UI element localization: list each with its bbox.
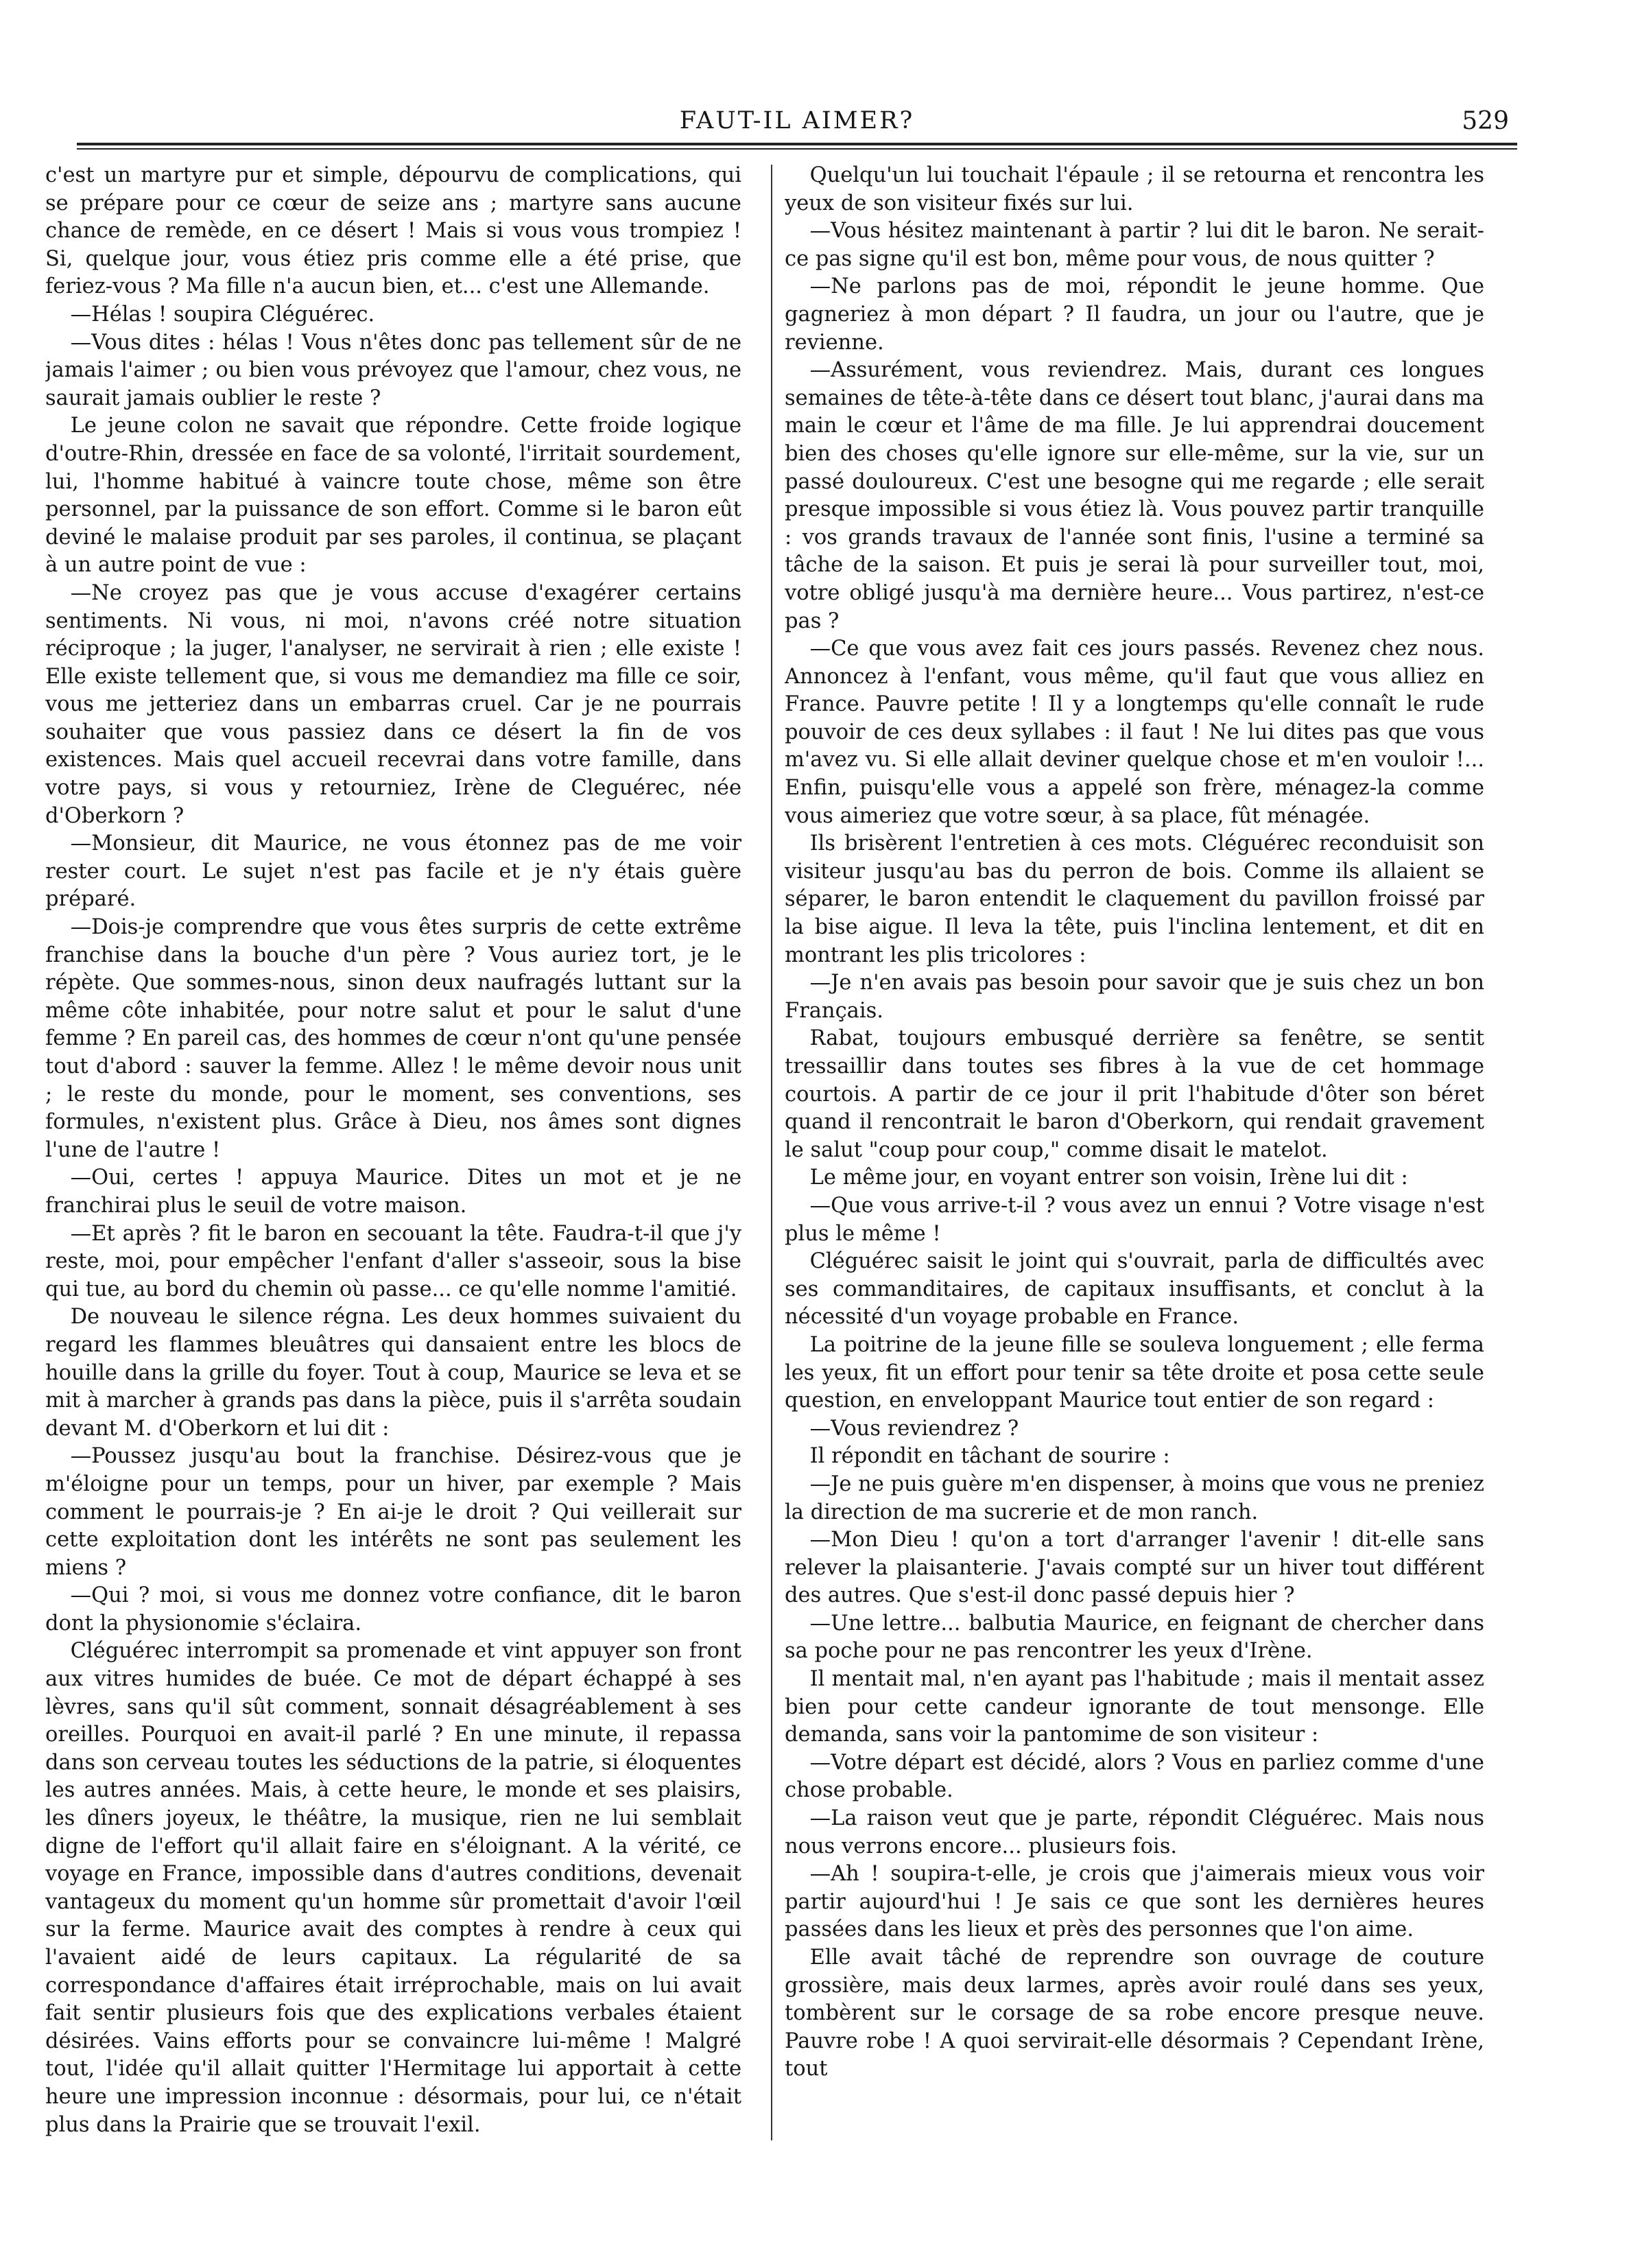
paragraph: —Ah ! soupira-t-elle, je crois que j'aimerais mieux vous voir partir aujourd'hui ! Je sais ce que sont les dernières heures passées dans les lieux et près des personnes que l'on aime. bbox=[785, 1862, 1484, 1942]
paragraph: —Mon Dieu ! qu'on a tort d'arranger l'avenir ! dit-elle sans relever la plaisanterie. J'avais compté sur un hiver tout différent des autres. Que s'est-il donc passé depuis hier ? bbox=[785, 1528, 1484, 1608]
paragraph: Quelqu'un lui touchait l'épaule ; il se retourna et rencontra les yeux de son visiteur fixés sur lui. bbox=[785, 163, 1484, 215]
header-rule-thin bbox=[77, 148, 1517, 150]
paragraph: —Je n'en avais pas besoin pour savoir que je suis chez un bon Français. bbox=[785, 971, 1484, 1023]
paragraph: —Une lettre... balbutia Maurice, en feignant de chercher dans sa poche pour ne pas rencontrer les yeux d'Irène. bbox=[785, 1611, 1484, 1664]
paragraph: Ils brisèrent l'entretien à ces mots. Cléguérec reconduisit son visiteur jusqu'au bas du perron de bois. Comme ils allaient se séparer, le baron entendit le claquement du pavillon froissé par la bise aigue. Il leva la tête, puis l'inclina lentement, et dit en montrant les plis tricolores : bbox=[785, 831, 1484, 967]
paragraph: —Dois-je comprendre que vous êtes surpris de cette extrême franchise dans la bouche d'un père ? Vous auriez tort, je le répète. Que sommes-nous, sinon deux naufragés luttant sur la même côte inhabitée, pour notre salut et pour le salut d'une femme ? En pareil cas, des hommes de cœur n'ont qu'une pensée tout d'abord : sauver la femme. Allez ! le même devoir nous unit ; le reste du monde, pour le moment, ses conventions, ses formules, n'existent plus. Grâce à Dieu, nos âmes sont dignes l'une de l'autre ! bbox=[45, 915, 741, 1162]
paragraph: De nouveau le silence régna. Les deux hommes suivaient du regard les flammes bleuâtres qui dansaient entre les blocs de houille dans la grille du foyer. Tout à coup, Maurice se leva et se mit à marcher à grands pas dans la pièce, puis il s'arrêta soudain devant M. d'Oberkorn et lui dit : bbox=[45, 1305, 741, 1441]
paragraph: —La raison veut que je parte, répondit Cléguérec. Mais nous nous verrons encore... plusieurs fois. bbox=[785, 1806, 1484, 1858]
page-number: 529 bbox=[1462, 107, 1509, 135]
paragraph: Rabat, toujours embusqué derrière sa fenêtre, se sentit tressaillir dans toutes ses fibres à la vue de cet hommage courtois. A partir de ce jour il prit l'habitude d'ôter son béret quand il rencontrait le baron d'Oberkorn, qui rendait gravement le salut "coup pour coup," comme disait le matelot. bbox=[785, 1026, 1484, 1162]
paragraph: Il mentait mal, n'en ayant pas l'habitude ; mais il mentait assez bien pour cette candeur ignorante de tout mensonge. Elle demanda, sans voir la pantomime de son visiteur : bbox=[785, 1667, 1484, 1747]
paragraph: —Je ne puis guère m'en dispenser, à moins que vous ne preniez la direction de ma sucrerie et de mon ranch. bbox=[785, 1472, 1484, 1524]
paragraph: —Et après ? fit le baron en secouant la tête. Faudra-t-il que j'y reste, moi, pour empêcher l'enfant d'aller s'asseoir, sous la bise qui tue, au bord du chemin où passe... ce qu'elle nomme l'amitié. bbox=[45, 1221, 741, 1301]
paragraph: —Que vous arrive-t-il ? vous avez un ennui ? Votre visage n'est plus le même ! bbox=[785, 1193, 1484, 1246]
paragraph: Le jeune colon ne savait que répondre. Cette froide logique d'outre-Rhin, dressée en face de sa volonté, l'irritait sourdement, lui, l'homme habitué à vaincre toute chose, même son être personnel, par la puissance de son effort. Comme si le baron eût deviné le malaise produit par ses paroles, il continua, se plaçant à un autre point de vue : bbox=[45, 414, 741, 578]
paragraph: Le même jour, en voyant entrer son voisin, Irène lui dit : bbox=[809, 1166, 1408, 1190]
paragraph: —Ce que vous avez fait ces jours passés. Revenez chez nous. Annoncez à l'enfant, vous même, qu'il faut que vous alliez en France. Pauvre petite ! Il y a longtemps qu'elle connaît le rude pouvoir de ces deux syllabes : il faut ! Ne lui dites pas que vous m'avez vu. Si elle allait deviner quelque chose et m'en vouloir !... Enfin, puisqu'elle vous a appelé son frère, ménagez-la comme vous aimeriez que votre sœur, à sa place, fût ménagée. bbox=[785, 637, 1484, 828]
paragraph: —Qui ? moi, si vous me donnez votre confiance, dit le baron dont la physionomie s'éclaira. bbox=[45, 1583, 741, 1635]
column-separator bbox=[771, 165, 772, 2140]
right-column bbox=[785, 162, 1484, 2199]
paragraph: —Assurément, vous reviendrez. Mais, durant ces longues semaines de tête-à-tête dans ce désert tout blanc, j'aurai dans ma main le cœur et l'âme de ma fille. Je lui apprendrai doucement bien des choses qu'elle ignore sur elle-même, sur la vie, sur un passé douloureux. C'est une besogne qui me regarde ; elle serait presque impossible si vous étiez là. Vous pouvez partir tranquille : vos grands travaux de l'année sont finis, l'usine a terminé sa tâche de la saison. Et puis je serai là pour surveiller tout, moi, votre obligé jusqu'à ma dernière heure... Vous partirez, n'est-ce pas ? bbox=[785, 358, 1484, 633]
paragraph: —Oui, certes ! appuya Maurice. Dites un mot et je ne franchirai plus le seuil de votre maison. bbox=[45, 1166, 741, 1218]
running-title: FAUT-IL AIMER? bbox=[679, 107, 915, 134]
paragraph: —Ne parlons pas de moi, répondit le jeune homme. Que gagneriez à mon départ ? Il faudra, un jour ou l'autre, que je revienne. bbox=[785, 274, 1484, 355]
paragraph: Cléguérec saisit le joint qui s'ouvrait, parla de difficultés avec ses commanditaires, de capitaux insuffisants, et conclut à la nécessité d'un voyage probable en France. bbox=[785, 1249, 1484, 1330]
paragraph: —Monsieur, dit Maurice, ne vous étonnez pas de me voir rester court. Le sujet n'est pas facile et je n'y étais guère préparé. bbox=[45, 831, 741, 912]
running-header bbox=[77, 103, 1517, 141]
paragraph: Cléguérec interrompit sa promenade et vint appuyer son front aux vitres humides de buée. Ce mot de départ échappé à ses lèvres, sans qu'il sût comment, sonnait désagréablement à ses oreilles. Pourquoi en avait-il parlé ? En une minute, il repassa dans son cerveau toutes les séductions de la patrie, si éloquentes les autres années. Mais, à cette heure, le monde et ses plaisirs, les dîners joyeux, le théâtre, la musique, rien ne lui semblait digne de l'effort qu'il allait faire en s'éloignant. A la vérité, ce voyage en France, impossible dans d'autres conditions, devenait vantageux du moment qu'un homme sûr promettait d'avoir l'œil sur la ferme. Maurice avait des comptes à rendre à ceux qui l'avaient aidé de leurs capitaux. La régularité de sa correspondance d'affaires était irréprochable, mais on lui avait fait sentir plusieurs fois que des explications verbales étaient désirées. Vains efforts pour se convaincre lui-même ! Malgré tout, l'idée qu'il allait quitter l'Hermitage lui apportait à cette heure une impression inconnue : désormais, pour lui, ce n'était plus dans la Prairie que se trouvait l'exil. bbox=[45, 1639, 741, 2137]
paragraph: La poitrine de la jeune fille se souleva longuement ; elle ferma les yeux, fit un effort pour tenir sa tête droite et posa cette seule question, en enveloppant Maurice tout entier de son regard : bbox=[785, 1332, 1484, 1413]
paragraph: —Votre départ est décidé, alors ? Vous en parliez comme d'une chose probable. bbox=[785, 1750, 1484, 1803]
paragraph: —Ne croyez pas que je vous accuse d'exagérer certains sentiments. Ni vous, ni moi, n'avons créé notre situation réciproque ; la juger, l'analyser, ne servirait à rien ; elle existe ! Elle existe tellement que, si vous me demandiez ma fille ce soir, vous me jetteriez dans un embarras cruel. Car je ne pourrais souhaiter que vous passiez dans ce désert la fin de vos existences. Mais quel accueil recevrai dans votre famille, dans votre pays, si vous y retourniez, Irène de Cleguérec, née d'Oberkorn ? bbox=[45, 580, 741, 828]
paragraph: —Hélas ! soupira Cléguérec. bbox=[70, 302, 375, 327]
paragraph: —Poussez jusqu'au bout la franchise. Désirez-vous que je m'éloigne pour un temps, pour un hiver, par exemple ? Mais comment le pourrais-je ? En ai-je le droit ? Qui veillerait sur cette exploitation dont les intérêts ne sont pas seulement les miens ? bbox=[45, 1444, 741, 1580]
paragraph: Il répondit en tâchant de sourire : bbox=[809, 1444, 1170, 1469]
paragraph: c'est un martyre pur et simple, dépourvu de complications, qui se prépare pour ce cœur de seize ans ; martyre sans aucune chance de remède, en ce désert ! Mais si vous vous trompiez ! Si, quelque jour, vous étiez pris comme elle a été prise, que feriez-vous ? Ma fille n'a aucun bien, et... c'est une Allemande. bbox=[45, 163, 741, 299]
paragraph: Elle avait tâché de reprendre son ouvrage de couture grossière, mais deux larmes, après avoir roulé dans ses yeux, tombèrent sur le corsage de sa robe encore presque neuve. Pauvre robe ! A quoi servirait-elle désormais ? Cependant Irène, tout bbox=[785, 1946, 1484, 2081]
paragraph: —Vous hésitez maintenant à partir ? lui dit le baron. Ne serait-ce pas signe qu'il est bon, même pour vous, de nous quitter ? bbox=[785, 219, 1484, 271]
left-column bbox=[45, 162, 741, 2199]
header-rule-thick bbox=[77, 143, 1517, 145]
paragraph: —Vous reviendrez ? bbox=[809, 1416, 1019, 1441]
paragraph: —Vous dites : hélas ! Vous n'êtes donc pas tellement sûr de ne jamais l'aimer ; ou bien vous prévoyez que l'amour, chez vous, ne saurait jamais oublier le reste ? bbox=[45, 330, 741, 410]
